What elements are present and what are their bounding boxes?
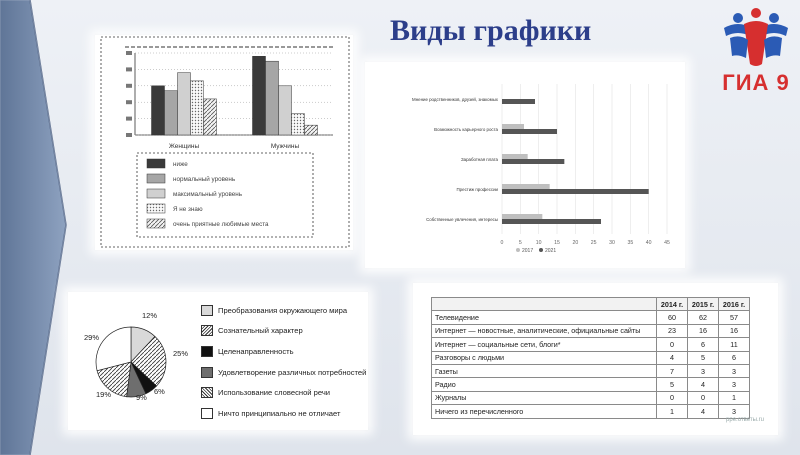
pie-slice-label: 29% — [84, 333, 100, 342]
bar2-bar — [502, 124, 524, 129]
bar2-bar — [502, 129, 557, 134]
watermark: рре.ответы.ru — [726, 417, 764, 423]
table-row — [432, 405, 750, 418]
legend-swatch-icon — [201, 325, 213, 336]
legend-swatch-icon — [201, 305, 213, 316]
bar2-bar — [502, 99, 535, 104]
bar1-bar — [152, 86, 165, 135]
bar2-category-label: Собственные увлечения, интересы — [426, 217, 498, 222]
bar1-tick-mark — [126, 84, 132, 88]
legend-label: Преобразования окружающего мира — [218, 305, 348, 315]
logo-text: ГИА 9 — [722, 70, 790, 95]
table-cell: 23 — [657, 324, 688, 337]
legend-swatch-icon — [201, 346, 213, 357]
table-cell: 5 — [657, 378, 688, 391]
table-row-label: Разговоры с людьми — [432, 351, 657, 364]
bar1-tick-mark — [126, 117, 132, 121]
bar2-bar — [502, 154, 528, 159]
bar-chart-card-1 — [95, 35, 353, 250]
bar1-legend-swatch — [147, 219, 165, 228]
table-row-label: Газеты — [432, 364, 657, 377]
bar1-bar — [165, 91, 178, 135]
bar1-category-label: Женщины — [168, 143, 200, 150]
bar1-tick-mark — [126, 133, 132, 137]
bar2-tick-label: 30 — [609, 240, 615, 246]
table-cell: 57 — [719, 311, 750, 324]
legend-label: Целенаправленность — [218, 346, 294, 356]
left-arrow-band — [0, 0, 68, 455]
bar2-bar — [502, 159, 564, 164]
bar1-legend-label: нормальный уровень — [173, 176, 236, 183]
pie-slice-label: 25% — [173, 349, 189, 358]
table-row — [432, 338, 750, 351]
bar1-bar — [279, 86, 292, 135]
bar1-category-label: Мужчины — [270, 143, 300, 150]
legend-item — [201, 403, 366, 424]
bar1-legend-swatch — [147, 159, 165, 168]
pie-chart-card — [68, 292, 368, 430]
legend-2017-marker — [516, 248, 520, 252]
bar2-category-label: Заработная плата — [460, 157, 498, 162]
legend-item — [201, 341, 366, 362]
legend-item — [201, 300, 366, 321]
bar1-bar — [305, 125, 318, 135]
bar2-tick-label: 45 — [664, 240, 670, 246]
bar1-legend-swatch — [147, 189, 165, 198]
bar2-legend — [516, 248, 556, 254]
bar2-tick-label: 5 — [518, 240, 522, 246]
legend-label: Сознательный характер — [218, 326, 303, 336]
table-cell: 4 — [688, 378, 719, 391]
table-cell: 0 — [657, 391, 688, 404]
table-cell: 4 — [657, 351, 688, 364]
media-table — [431, 297, 750, 419]
table-cell: 60 — [657, 311, 688, 324]
table-cell: 1 — [657, 405, 688, 418]
bar1-bar — [191, 81, 204, 135]
table-cell: 3 — [719, 405, 750, 418]
table-cell: 6 — [719, 351, 750, 364]
table-header-cell: 2015 г. — [688, 298, 719, 311]
table-row-label: Интернет — новостные, аналитические, официальные сайты — [432, 324, 657, 337]
bar1-bar — [204, 99, 217, 135]
table-header-cell: 2014 г. — [657, 298, 688, 311]
table-row-label: Радио — [432, 378, 657, 391]
legend-label: Удовлетворение различных потребностей — [218, 367, 367, 377]
table-cell: 0 — [657, 338, 688, 351]
logo-figures-icon — [716, 6, 796, 72]
table-cell: 3 — [719, 364, 750, 377]
legend-label: Использование словесной речи — [218, 388, 331, 398]
pie-legend — [201, 300, 366, 424]
table-header-cell: 2016 г. — [719, 298, 750, 311]
table-cell: 0 — [688, 391, 719, 404]
legend-2021-marker — [539, 248, 543, 252]
bar1-legend-label: очень приятные любимые места — [173, 221, 269, 228]
bar1-tick-mark — [126, 100, 132, 104]
bar1-legend-label: максимальный уровень — [173, 191, 242, 198]
table-header-row — [432, 298, 750, 311]
pie-slice-label: 12% — [142, 311, 158, 320]
table-row — [432, 311, 750, 324]
legend-item — [201, 362, 366, 383]
legend-2021-label: 2021 — [545, 248, 557, 254]
gia-logo — [716, 6, 796, 106]
table-row-label: Интернет — социальные сети, блоги* — [432, 338, 657, 351]
legend-swatch-icon — [201, 408, 213, 419]
bar1-legend-swatch — [147, 204, 165, 213]
bar2-tick-label: 20 — [572, 240, 579, 246]
bar2-tick-label: 0 — [500, 240, 504, 246]
bar2-bar — [502, 219, 601, 224]
bar-chart-1 — [95, 35, 353, 250]
bar-chart-card-2 — [365, 62, 685, 268]
bar1-bar — [292, 114, 305, 135]
table-cell: 16 — [688, 324, 719, 337]
bar1-legend-label: Я не знаю — [173, 206, 203, 213]
table-cell: 5 — [688, 351, 719, 364]
table-cell: 16 — [719, 324, 750, 337]
legend-item — [201, 321, 366, 342]
table-card — [413, 283, 778, 435]
table-cell: 62 — [688, 311, 719, 324]
table-cell: 7 — [657, 364, 688, 377]
pie-slice-label: 6% — [154, 387, 165, 396]
table-row — [432, 391, 750, 404]
pie-chart — [68, 292, 198, 430]
bar2-tick-label: 40 — [645, 240, 652, 246]
table-cell: 3 — [719, 378, 750, 391]
table-row-label: Журналы — [432, 391, 657, 404]
table-header-cell — [432, 298, 657, 311]
bar2-bar — [502, 214, 542, 219]
legend-item — [201, 382, 366, 403]
bar1-bar — [253, 56, 266, 135]
legend-swatch-icon — [201, 387, 213, 398]
table-row-label: Ничего из перечисленного — [432, 405, 657, 418]
table-row — [432, 324, 750, 337]
bar2-tick-label: 35 — [627, 240, 634, 246]
bar1-tick-mark — [126, 67, 132, 71]
legend-label: Ничто принципиально не отличает — [218, 408, 341, 418]
pie-slice-label: 9% — [136, 393, 147, 402]
table-row-label: Телевидение — [432, 311, 657, 324]
bar1-tick-mark — [126, 51, 132, 55]
bar1-bar — [178, 73, 191, 135]
legend-2017-label: 2017 — [522, 248, 534, 254]
legend-swatch-icon — [201, 367, 213, 378]
page-title: Виды графики — [390, 14, 592, 47]
bar1-bar — [266, 61, 279, 135]
table-cell: 1 — [719, 391, 750, 404]
bar1-legend-label: ниже — [173, 161, 188, 168]
table-cell: 3 — [688, 364, 719, 377]
table-cell: 11 — [719, 338, 750, 351]
table-row — [432, 378, 750, 391]
bar2-category-label: Престиж профессии — [456, 187, 498, 192]
bar2-bar — [502, 184, 550, 189]
bar2-tick-label: 15 — [554, 240, 560, 246]
table-row — [432, 351, 750, 364]
table-row — [432, 364, 750, 377]
bar1-legend-swatch — [147, 174, 165, 183]
bar2-tick-label: 25 — [590, 240, 597, 246]
table-cell: 6 — [688, 338, 719, 351]
bar2-category-label: Мнение родственников, друзей, знакомых — [412, 97, 498, 102]
bar2-tick-label: 10 — [535, 240, 542, 246]
bar2-bar — [502, 189, 649, 194]
pie-slice-label: 19% — [96, 390, 112, 399]
bar2-category-label: Возможность карьерного роста — [434, 127, 498, 132]
bar-chart-2 — [365, 62, 685, 268]
table-cell: 4 — [688, 405, 719, 418]
